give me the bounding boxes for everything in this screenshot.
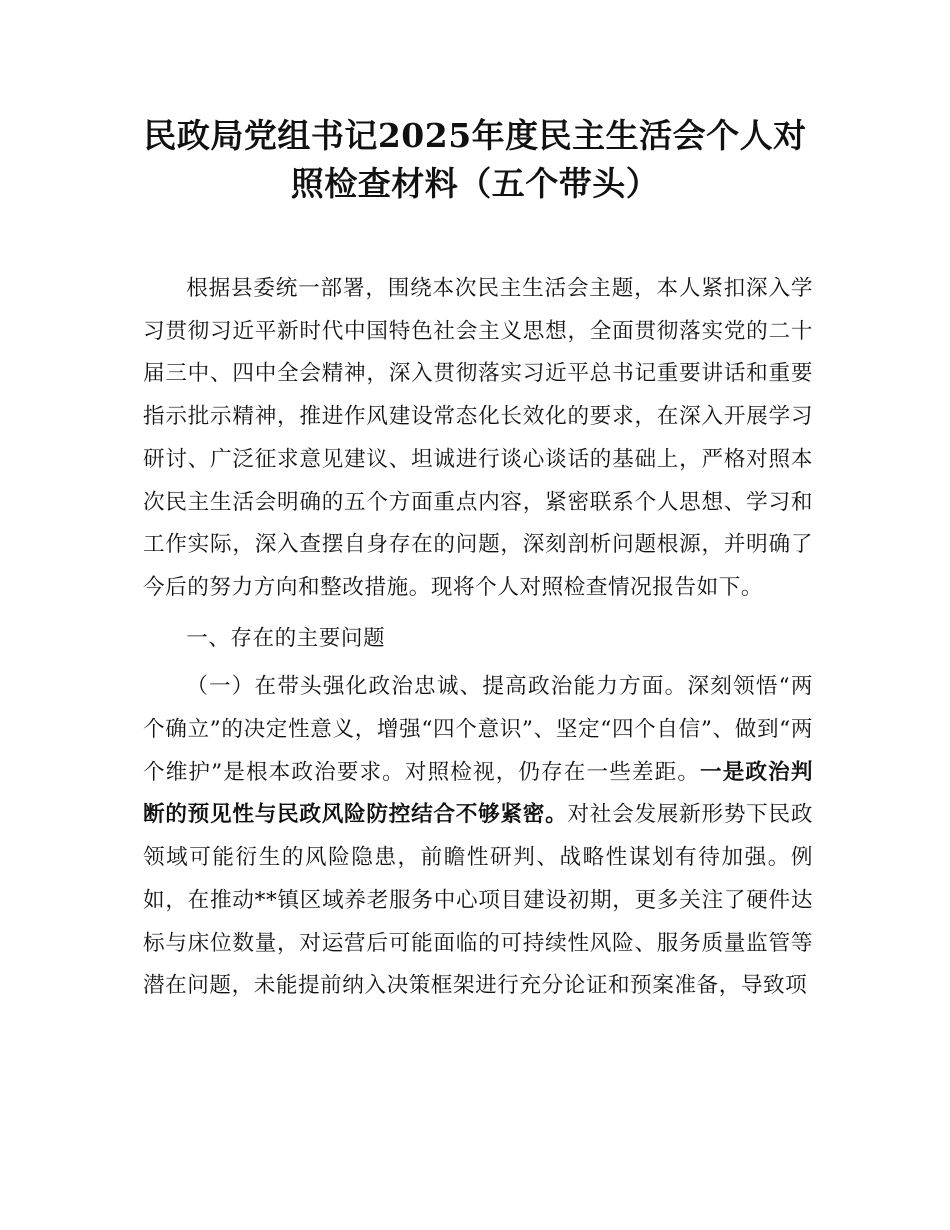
document-body [143, 268, 813, 1008]
title-line-1: 民政局党组书记2025年度民主生活会个人对 [143, 116, 807, 155]
title-line-2: 照检查材料（五个带头） [290, 164, 660, 203]
subsection-1-text-b: 对社会发展新形势下民政领域可能衍生的风险隐患，前瞻性研判、战略性谋划有待加强。例如，在推动**镇区域养老服务中心项目建设初期，更多关注了硬件达标与床位数量，对运营后可能面临的可持续性风险、服务质量监管等潜在问题，未能提前纳入决策框架进行充分论证和预案准备，导致项 [143, 802, 813, 999]
subsection-paragraph-1 [143, 666, 813, 1008]
document-title [120, 112, 830, 208]
section-heading-1: 一、存在的主要问题 [186, 625, 386, 651]
subsection-1-bold-point: 一是政治判断的预见性与民政风险防控结合不够紧密。 [143, 759, 813, 828]
intro-paragraph: 根据县委统一部署，围绕本次民主生活会主题，本人紧扣深入学习贯彻习近平新时代中国特色社会主义思想，全面贯彻落实党的二十届三中、四中全会精神，深入贯彻落实习近平总书记重要讲话和重要指示批示精神，推进作风建设常态化长效化的要求，在深入开展学习研讨、广泛征求意见建议、坦诚进行谈心谈话的基础上，严格对照本次民主生活会明确的五个方面重点内容，紧密联系个人思想、学习和工作实际，深入查摆自身存在的问题，深刻剖析问题根源，并明确了今后的努力方向和整改措施。现将个人对照检查情况报告如下。 [143, 276, 813, 600]
subsection-1-text-a: （一）在带头强化政治忠诚、提高政治能力方面。深刻领悟“两个确立”的决定性意义，增强“四个意识”、坚定“四个自信”、做到“两个维护”是根本政治要求。对照检视，仍存在一些差距。 [143, 674, 813, 785]
